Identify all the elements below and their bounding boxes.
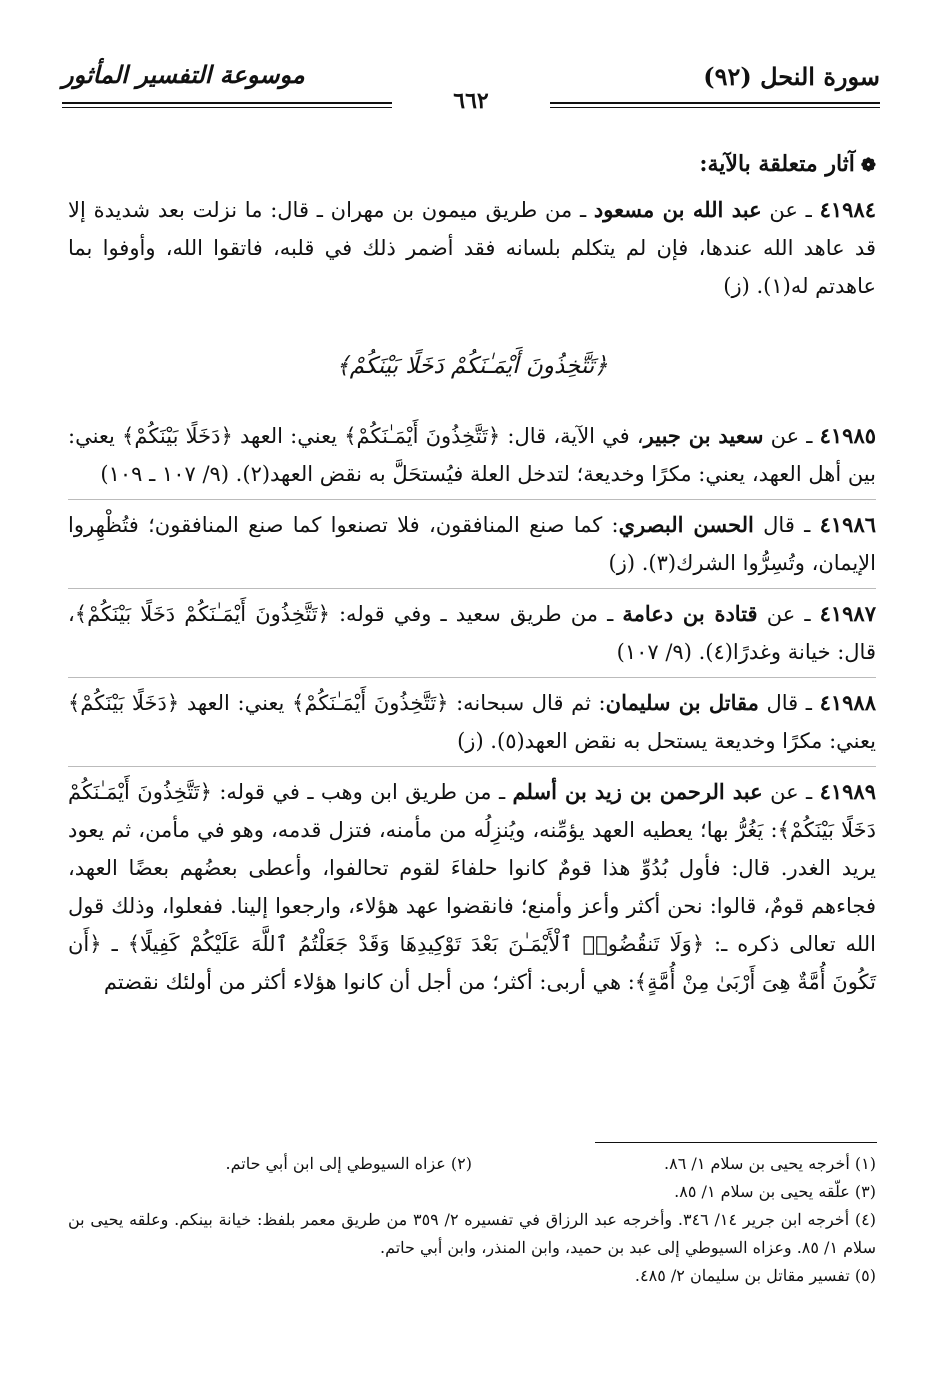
narration-text: ـ عن [757,602,820,626]
footnote-1: (١) أخرجه يحيى بن سلام ١/ ٨٦. [664,1154,876,1173]
section-heading [68,145,876,185]
narrator-name: الحسن البصري [618,512,754,537]
footnotes [68,1150,876,1290]
page-body [68,145,876,1001]
page-number: ٦٦٢ [453,88,489,114]
narration-41987 [68,595,876,671]
divider [68,499,876,500]
surah-title: سورة النحل (٩٢) [703,62,880,91]
narration-text: ـ من طريق ابن وهب ـ في قوله: ﴿تَتَّخِذُونَ أَيْمَـٰنَكُمْ دَخَلًا بَيْنَكُمْ﴾: يَغُرُّ بها؛ يعطيه العهد يؤمِّنه، ويُنزِلُه من مأمنه، فتزل قدمه، وهو في مأمن، ثم يعود يريد الغدر. قال: فأول بُدُوِّ هذا قومٌ كانوا حلفاءَ لقوم تحالفوا، وأعطى بعضُهم بعضًا العهد، فجاءهم قومٌ، قالوا: نحن أكثر وأعز وأمنع؛ فانقضوا عهد هؤلاء، وارجعوا إلينا. ففعلوا، وذلك قول الله تعالى ذكره ـ: ﴿وَلَا تَنقُضُوا۟ ٱلْأَيْمَـٰنَ بَعْدَ تَوْكِيدِهَا وَقَدْ جَعَلْتُمُ ٱللَّهَ عَلَيْكُمْ كَفِيلًا﴾ ـ ﴿أَن تَكُونَ أُمَّةٌ هِىَ أَرْبَىٰ مِنْ أُمَّةٍ﴾: هي أربى: أكثر؛ من أجل أن كانوا هؤلاء أكثر من أولئك نقضتم [68,780,876,994]
flower-ornament-icon: ❁ [860,155,876,176]
narration-text: ـ من طريق ميمون بن مهران ـ قال: ما نزلت بعد شديدة إلا قد عاهد الله عندها، فإن لم يتكلم بلسانه فقد أضمر ذلك في قلبه، فاتقوا الله، وأوفوا بما عاهدتم له(١). (ز) [68,198,876,298]
narration-41988 [68,684,876,760]
narration-41989 [68,773,876,1001]
book-title: موسوعة التفسير المأثور [62,60,305,89]
narration-41985 [68,417,876,493]
narrator-name: عبد الله بن مسعود [593,197,762,222]
narration-number: ٤١٩٨٥ [819,423,877,448]
narration-text: : كما صنع المنافقون، فلا تصنعوا كما صنع المنافقون؛ فتُظْهِروا الإيمان، وتُسِرُّوا الشرك(٣). (ز) [68,513,876,575]
narration-text: ـ عن [762,780,820,804]
section-heading-text: آثار متعلقة بالآية: [699,151,855,177]
footnote-2: (٢) عزاه السيوطي إلى ابن أبي حاتم. [225,1154,472,1173]
narration-text: : ثم قال سبحانه: ﴿تَتَّخِذُونَ أَيْمَـٰنَكُمْ﴾ يعني: العهد ﴿دَخَلًا بَيْنَكُمْ﴾ يعني: مكرًا وخديعة يستحل به نقض العهد(٥). (ز) [68,691,876,753]
narration-41984 [68,191,876,305]
footnote-4: (٤) أخرجه ابن جرير ١٤/ ٣٤٦. وأخرجه عبد الرزاق في تفسيره ٢/ ٣٥٩ من طريق معمر بلفظ: خيانة بينكم. وعلقه يحيى بن سلام ١/ ٨٥. وعزاه السيوطي إلى عبد بن حميد، وابن المنذر، وابن أبي حاتم. [68,1210,876,1257]
narration-text: ، في الآية، قال: ﴿تَتَّخِذُونَ أَيْمَـٰنَكُمْ﴾ يعني: العهد ﴿دَخَلًا بَيْنَكُمْ﴾ يعني: بين أهل العهد، يعني: مكرًا وخديعة؛ لتدخل العلة فيُستحَلَّ به نقض العهد(٢). (٩/ ١٠٧ ـ ١٠٩) [68,424,876,486]
narrator-name: سعيد بن جبير [643,423,764,448]
narrator-name: مقاتل بن سليمان [605,690,759,715]
narration-number: ٤١٩٨٤ [819,197,876,222]
footnote-row [68,1150,876,1178]
narration-text: ـ قال [758,691,820,715]
narration-41986 [68,506,876,582]
divider [68,677,876,678]
narrator-name: قتادة بن دعامة [622,601,758,626]
footnote-3: (٣) علّقه يحيى بن سلام ١/ ٨٥. [674,1182,876,1201]
verse-heading: ﴿تَتَّخِذُونَ أَيْمَـٰنَكُمْ دَخَلًا بَيْنَكُمْ﴾ [336,353,608,379]
footnote-5: (٥) تفسير مقاتل بن سليمان ٢/ ٤٨٥. [634,1266,876,1285]
narration-number: ٤١٩٨٦ [819,512,877,537]
narration-text: ـ عن [761,198,820,222]
narration-number: ٤١٩٨٩ [819,779,876,804]
narration-text: ـ عن [763,424,820,448]
divider [68,588,876,589]
footnote-rule [595,1142,877,1143]
divider [68,766,876,767]
narration-text: ـ من طريق سعيد ـ وفي قوله: ﴿تَتَّخِذُونَ أَيْمَـٰنَكُمْ دَخَلًا بَيْنَكُمْ﴾، قال: خيانة وغدرًا(٤). (٩/ ١٠٧) [68,602,876,664]
narration-number: ٤١٩٨٧ [819,601,876,626]
narration-number: ٤١٩٨٨ [819,690,876,715]
running-header [62,58,880,122]
narration-text: ـ قال [753,513,820,537]
narrator-name: عبد الرحمن بن زيد بن أسلم [512,779,763,804]
